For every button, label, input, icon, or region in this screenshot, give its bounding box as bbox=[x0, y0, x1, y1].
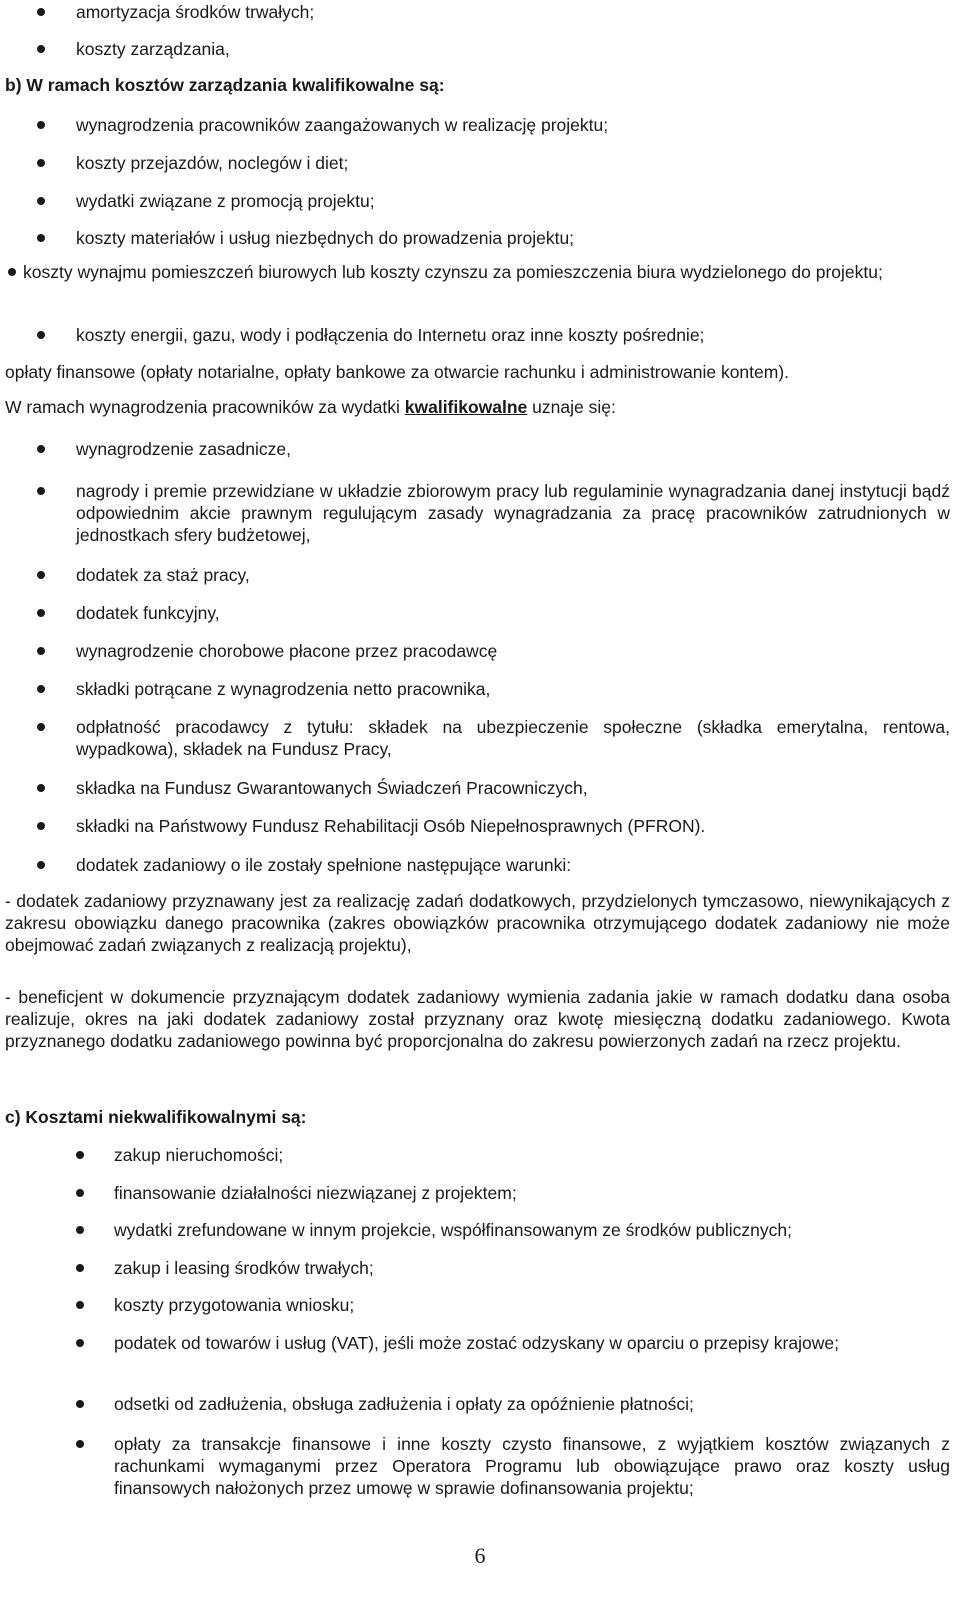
page-number: 6 bbox=[474, 1543, 486, 1568]
wages-intro bbox=[5, 396, 950, 418]
list-item: koszty przygotowania wniosku; bbox=[114, 1295, 355, 1315]
list-item: wynagrodzenie zasadnicze, bbox=[76, 439, 291, 459]
list-item: dodatek zadaniowy o ile zostały spełnione następujące warunki: bbox=[76, 855, 572, 875]
bullet-icon bbox=[37, 487, 45, 495]
list-item: odpłatność pracodawcy z tytułu: składek na ubezpieczenie społeczne (składka emerytalna, rentowa, wypadkowa), składek na Fundusz Pracy, bbox=[76, 717, 950, 759]
wages-intro-emphasis: kwalifikowalne bbox=[404, 397, 528, 417]
bullet-icon bbox=[37, 784, 45, 792]
wages-intro-text: W ramach wynagrodzenia pracowników za wydatki bbox=[5, 397, 405, 417]
list-item: nagrody i premie przewidziane w układzie zbiorowym pracy lub regulaminie wynagradzania danej instytucji bądź odpowiednim akcie prawnym regulującym zasady wynagradzania za pracę pracowników zatrudnionych w jednostkach sfery budżetowej, bbox=[76, 481, 950, 545]
list-item: wydatki związane z promocją projektu; bbox=[76, 191, 375, 211]
list-item: koszty wynajmu pomieszczeń biurowych lub koszty czynszu za pomieszczenia biura wydzielonego do projektu; bbox=[23, 262, 883, 282]
bullet-icon bbox=[76, 1264, 84, 1272]
list-item: wydatki zrefundowane w innym projekcie, współfinansowanym ze środków publicznych; bbox=[114, 1220, 792, 1240]
bullet-icon bbox=[37, 445, 45, 453]
list-item: zakup i leasing środków trwałych; bbox=[114, 1258, 374, 1278]
section-heading: b) W ramach kosztów zarządzania kwalifikowalne są: bbox=[5, 75, 445, 95]
bullet-icon bbox=[37, 234, 45, 242]
bullet-icon bbox=[37, 822, 45, 830]
bullet-icon bbox=[37, 647, 45, 655]
list-item: składki na Państwowy Fundusz Rehabilitacji Osób Niepełnosprawnych (PFRON). bbox=[76, 816, 706, 836]
list-item: finansowanie działalności niezwiązanej z projektem; bbox=[114, 1183, 517, 1203]
bullet-icon bbox=[37, 197, 45, 205]
bullet-icon bbox=[76, 1301, 84, 1309]
bullet-icon bbox=[37, 331, 45, 339]
bullet-icon bbox=[76, 1151, 84, 1159]
list-item: wynagrodzenie chorobowe płacone przez pracodawcę bbox=[76, 641, 498, 661]
list-item: koszty materiałów i usług niezbędnych do prowadzenia projektu; bbox=[76, 228, 575, 248]
list-item: podatek od towarów i usług (VAT), jeśli może zostać odzyskany w oparciu o przepisy krajowe; bbox=[114, 1333, 839, 1353]
list-item: koszty energii, gazu, wody i podłączenia do Internetu oraz inne koszty pośrednie; bbox=[76, 325, 705, 345]
list-item: wynagrodzenia pracowników zaangażowanych w realizację projektu; bbox=[76, 115, 609, 135]
section-heading: c) Kosztami niekwalifikowalnymi są: bbox=[5, 1107, 307, 1127]
list-item: amortyzacja środków trwałych; bbox=[76, 2, 315, 22]
list-item: odsetki od zadłużenia, obsługa zadłużenia i opłaty za opóźnienie płatności; bbox=[114, 1394, 694, 1414]
list-item: zakup nieruchomości; bbox=[114, 1145, 284, 1165]
list-item: dodatek za staż pracy, bbox=[76, 565, 250, 585]
wages-intro-text-end: uznaje się: bbox=[527, 397, 616, 417]
bullet-icon bbox=[76, 1400, 84, 1408]
list-item: koszty zarządzania, bbox=[76, 39, 230, 59]
bullet-icon bbox=[76, 1226, 84, 1234]
list-item: opłaty za transakcje finansowe i inne koszty czysto finansowe, z wyjątkiem kosztów związanych z rachunkami wymaganymi przez Operatora Programu lub obowiązujące prawo oraz koszty usług finansowych nałożonych przez umowę w sprawie dofinansowania projektu; bbox=[114, 1434, 950, 1498]
bullet-icon bbox=[37, 861, 45, 869]
bullet-icon bbox=[37, 571, 45, 579]
bullet-icon bbox=[76, 1339, 84, 1347]
bullet-icon bbox=[37, 121, 45, 129]
bullet-icon bbox=[37, 685, 45, 693]
fees-line: opłaty finansowe (opłaty notarialne, opłaty bankowe za otwarcie rachunku i administrowanie kontem). bbox=[5, 362, 790, 382]
bullet-icon bbox=[37, 8, 45, 16]
bullet-icon bbox=[37, 609, 45, 617]
list-item: koszty przejazdów, noclegów i diet; bbox=[76, 153, 349, 173]
condition-paragraph-1: - dodatek zadaniowy przyznawany jest za realizację zadań dodatkowych, przydzielonych tymczasowo, niewynikających z zakresu obowiązku danego pracownika (zakres obowiązków pracownika otrzymującego dodatek zadaniowy nie może obejmować zadań związanych z realizacją projektu), bbox=[5, 891, 950, 955]
bullet-icon bbox=[76, 1440, 84, 1448]
list-item: składki potrącane z wynagrodzenia netto pracownika, bbox=[76, 679, 491, 699]
bullet-icon bbox=[37, 159, 45, 167]
bullet-icon bbox=[37, 723, 45, 731]
bullet-icon bbox=[76, 1189, 84, 1197]
list-item: składka na Fundusz Gwarantowanych Świadczeń Pracowniczych, bbox=[76, 778, 588, 798]
condition-paragraph-2: - beneficjent w dokumencie przyznającym dodatek zadaniowy wymienia zadania jakie w ramach dodatku dana osoba realizuje, okres na jaki dodatek zadaniowy został przyznany oraz kwotę miesięczną dodatku zadaniowego. Kwota przyznanego dodatku zadaniowego powinna być proporcjonalna do zakresu powierzonych zadań na rzecz projektu. bbox=[5, 987, 950, 1051]
list-item: dodatek funkcyjny, bbox=[76, 603, 220, 623]
bullet-icon bbox=[37, 45, 45, 53]
